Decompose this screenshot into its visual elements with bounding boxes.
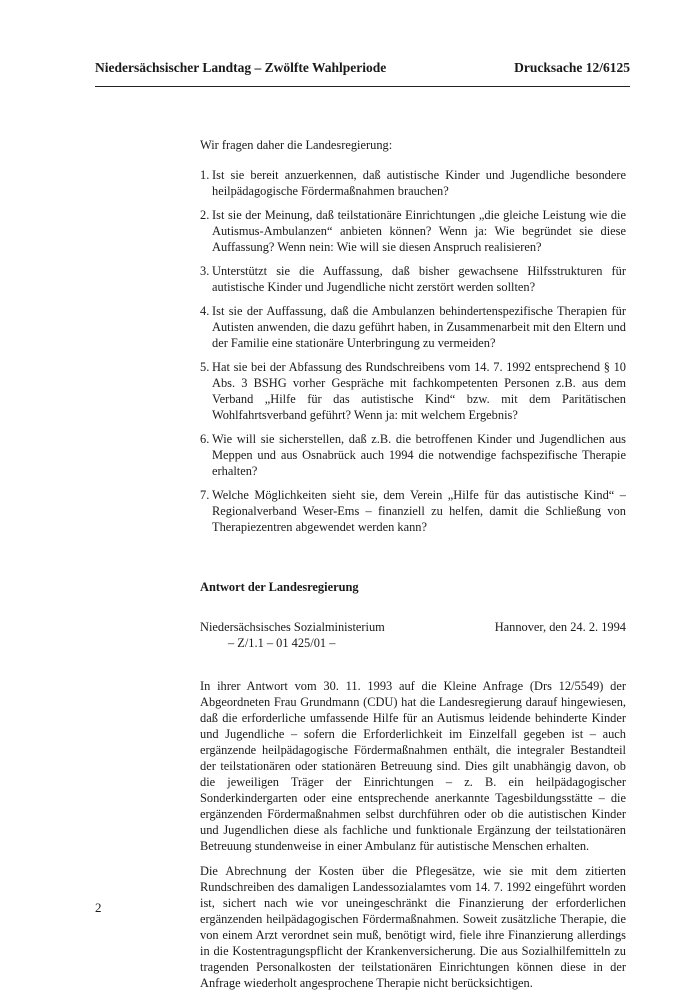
intro-text: Wir fragen daher die Landesregierung: bbox=[200, 138, 393, 152]
reference-number: – Z/1.1 – 01 425/01 – bbox=[228, 636, 336, 650]
sender-block bbox=[200, 619, 626, 653]
question-item bbox=[200, 263, 626, 295]
question-number: 7. bbox=[200, 488, 210, 502]
question-item bbox=[200, 431, 626, 479]
answer-paragraph: In ihrer Antwort vom 30. 11. 1993 auf die Kleine Anfrage (Drs 12/5549) der Abgeordneten Frau Grundmann (CDU) hat die Landesregierung darauf hingewiesen, daß die erforderliche umfassende Hilfe für an Autismus leidende behinderte Kinder und Jugendliche – sofern die Erforderlichkeit im Einzelfall gegeben ist – auch ergänzende heilpädagogische Fördermaßnahmen enthält, die integraler Bestandteil der teilstationären oder stationären Betreuung sind. Dies gilt unabhängig davon, ob die jeweiligen Träger der Einrichtungen – z. B. ein heilpädagogischer Sonderkindergarten oder eine entsprechende anerkannte Tagesbildungsstätte – die ergänzenden Fördermaßnahmen selbst durchführen oder ob die autistischen Kinder und Jugendlichen diese als fachliche und funktionale Ergänzung der teilstationären Betreuung stundenweise in einer Ambulanz für autistische Menschen erhalten. bbox=[200, 679, 626, 853]
document-body bbox=[200, 137, 626, 1000]
question-item bbox=[200, 167, 626, 199]
question-number: 2. bbox=[200, 208, 210, 222]
question-number: 4. bbox=[200, 304, 210, 318]
question-number: 5. bbox=[200, 360, 210, 374]
question-text: Hat sie bei der Abfassung des Rundschreibens vom 14. 7. 1992 entsprechend § 10 Abs. 3 BSHG vorher Gespräche mit fachkompetenten Personen z.B. aus dem Verband „Hilfe für das autistische Kind“ bzw. mit dem Paritätischen Wohlfahrtsverband geführt? Wenn ja: mit welchem Ergebnis? bbox=[212, 360, 626, 422]
question-number: 1. bbox=[200, 168, 210, 182]
question-text: Ist sie der Auffassung, daß die Ambulanzen behindertenspezifische Therapien für Autisten anwenden, die dazu geführt haben, in Zusammenarbeit mit den Eltern und der Familie eine stationäre Unterbringung zu vermeiden? bbox=[212, 304, 626, 350]
question-item bbox=[200, 487, 626, 535]
question-number: 6. bbox=[200, 432, 210, 446]
question-text: Ist sie bereit anzuerkennen, daß autistische Kinder und Jugendliche besondere heilpädagogische Fördermaßnahmen brauchen? bbox=[212, 168, 626, 198]
answer-heading: Antwort der Landesregierung bbox=[200, 580, 359, 594]
place-date: Hannover, den 24. 2. 1994 bbox=[494, 620, 626, 634]
question-item bbox=[200, 303, 626, 351]
ministry-name: Niedersächsisches Sozialministerium bbox=[200, 620, 385, 634]
question-number: 3. bbox=[200, 264, 210, 278]
question-text: Unterstützt sie die Auffassung, daß bisher gewachsene Hilfsstrukturen für autistische Kinder und Jugendliche nicht zerstört werden sollten? bbox=[212, 264, 626, 294]
document-number: Drucksache 12/6125 bbox=[514, 60, 630, 75]
question-text: Wie will sie sicherstellen, daß z.B. die betroffenen Kinder und Jugendlichen aus Meppen und aus Osnabrück auch 1994 die notwendige fachspezifische Therapie erhalten? bbox=[212, 432, 626, 478]
question-list bbox=[200, 167, 626, 535]
question-item bbox=[200, 207, 626, 255]
header-divider bbox=[95, 86, 630, 87]
question-text: Ist sie der Meinung, daß teilstationäre Einrichtungen „die gleiche Leistung wie die Autismus-Ambulanzen“ anbieten können? Wenn ja: Wie begründet sie diese Auffassung? Wenn nein: Wie will sie diesen Anspruch realisieren? bbox=[212, 208, 626, 254]
question-text: Welche Möglichkeiten sieht sie, dem Verein „Hilfe für das autistische Kind“ – Regionalverband Weser-Ems – finanziell zu helfen, damit die Schließung von Therapiezentren abgewendet werden kann? bbox=[212, 488, 626, 534]
answer-paragraph: Die Abrechnung der Kosten über die Pflegesätze, wie sie mit dem zitierten Rundschreiben des damaligen Landessozialamtes vom 14. 7. 1992 eingeführt worden ist, sichert nach wie vor uneingeschränkt die Finanzierung der erforderlichen ergänzenden heilpädagogischen Fördermaßnahmen. Soweit zusätzliche Therapie, die von einem Arzt verordnet sein muß, benötigt wird, fiele ihre Finanzierung allerdings in die Kostentragungspflicht der Krankenversicherung. Die aus Sozialhilfemitteln zu tragenden Personalkosten der teilstationären Einrichtungen können diese in der Anfrage wiederholt angesprochene Therapie nicht berücksichtigen. bbox=[200, 864, 626, 990]
document-header-title: Niedersächsischer Landtag – Zwölfte Wahlperiode bbox=[95, 60, 387, 75]
page-number: 2 bbox=[95, 900, 102, 915]
question-item bbox=[200, 359, 626, 423]
